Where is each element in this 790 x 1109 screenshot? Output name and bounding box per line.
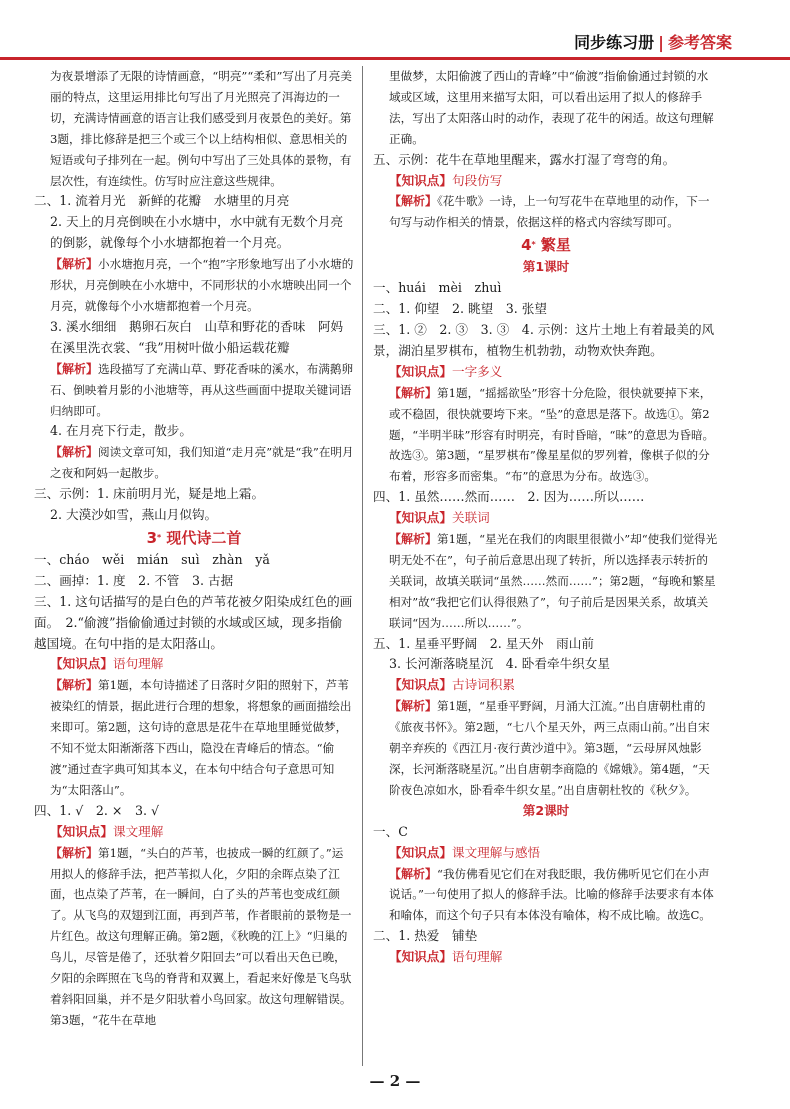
page-header (0, 0, 790, 60)
knowledge-tag: 【知识点】 (50, 656, 113, 672)
answer-line: 五、1. 星垂平野阔 2. 星天外 雨山前 (373, 635, 594, 651)
explanation (34, 843, 354, 1031)
answer-line: 五、示例：花牛在草地里醒来，露水打湿了弯弯的角。 (373, 151, 676, 167)
explanation-tag: 【解析】 (389, 194, 438, 209)
knowledge-point: 关联词 (451, 510, 490, 526)
section-title (373, 233, 719, 257)
answer-line: 四、1. √ 2. × 3. √ (34, 802, 160, 818)
explanation (34, 254, 354, 317)
header-separator: | (658, 33, 664, 52)
lesson-title: 第1课时 (522, 259, 570, 275)
answer-line: 二、1. 流着月光 新鲜的花瓣 水塘里的月亮 (34, 193, 290, 209)
explanation (373, 864, 719, 927)
knowledge-tag: 【知识点】 (389, 510, 452, 526)
answer-line: 3. 长河渐落晓星沉 4. 卧看牵牛织女星 (389, 656, 610, 672)
answer-line: 4. 在月亮下行走，散步。 (50, 423, 192, 439)
explanation-text: 《花牛歌》一诗，上一句写花牛在草地里的动作，下一句写与动作相关的情景，依据这样的格式内容续写即可。 (389, 194, 710, 230)
knowledge-tag: 【知识点】 (389, 949, 452, 965)
knowledge-point: 语句理解 (112, 656, 164, 672)
column-divider (362, 66, 363, 1066)
answer-line: 2. 天上的月亮倒映在小水塘中，水中就有无数个月亮的倒影，就像每个小水塘都抱着一个月亮。 (50, 214, 344, 251)
answer-line: 一、huái mèi zhuì (373, 280, 502, 296)
answer-line: 2. 大漠沙如雪，燕山月似钩。 (50, 507, 218, 523)
answer-line: 三、示例：1. 床前明月光，疑是地上霜。 (34, 486, 265, 502)
knowledge-tag: 【知识点】 (389, 363, 452, 379)
explanation (34, 359, 354, 422)
explanation-text: 第1题，“头白的芦苇，也披成一瞬的红颜了。”运用拟人的修辞手法，把芦苇拟人化，夕阳的余晖点染了江面，也点染了芦苇，在一瞬间，白了头的芦苇也变成红颜了。从飞鸟的双翅到江面，再到芦苇，作者眼前的景物是一片红色。故这句理解正确。第2题，《秋晚的江上》“归巢的鸟儿，尽管是倦了，还驮着夕阳回去”可以看出天色已晚，夕阳的余晖照在飞鸟的脊背和双翼上，看起来好像是飞鸟驮着斜阳回巢，并不是夕阳驮着小鸟回家。故这句理解错误。第3题，“花牛在草地 (50, 845, 352, 1027)
explanation (34, 675, 354, 800)
answer-line: 一、cháo wěi mián suì zhàn yǎ (34, 551, 270, 567)
explanation-tag: 【解析】 (389, 699, 438, 714)
explanation-tag: 【解析】 (389, 532, 438, 547)
section-number: 3 (146, 528, 157, 547)
answer-line: 二、画掉：1. 度 2. 不管 3. 古据 (34, 572, 234, 588)
explanation (373, 529, 719, 634)
explanation (373, 696, 719, 801)
answer-line: 四、1. 虽然……然而…… 2. 因为……所以…… (373, 489, 645, 505)
explanation-tag: 【解析】 (50, 445, 99, 460)
knowledge-point: 句段仿写 (451, 172, 503, 188)
knowledge-point: 课文理解与感悟 (451, 844, 541, 860)
knowledge-tag: 【知识点】 (389, 172, 452, 188)
knowledge-point: 古诗词积累 (451, 677, 515, 693)
explanation-tag: 【解析】 (389, 866, 438, 881)
answer-paragraph: 为夜景增添了无限的诗情画意，“明亮”“柔和”写出了月亮美丽的特点，这里运用排比句写出了月光照亮了洱海边的一切，充满诗情画意的语言让我们感受到月夜景色的美好。第3题，排比修辞是把三个或三个以上结构相似、意思相关的短语或句子排列在一起。例句中写出了三处具体的景物，有层次性，有连续性。仿写时应注意这些规律。 (50, 69, 352, 188)
explanation-text: 第1题，本句诗描述了日落时夕阳的照射下，芦苇被染红的情景，据此进行合理的想象，将想象的画面描绘出来即可。第2题，这句诗的意思是花牛在草地里睡觉做梦，不知不觉太阳渐渐落下西山，隐没在青峰后的情态。“偷渡”通过查字典可知其本义，在本句中结合句子意思可知为“太阳落山”。 (50, 678, 352, 797)
explanation-text: 选段描写了充满山草、野花香味的溪水，布满鹅卵石、倒映着月影的小池塘等，再从这些画面中提取关键词语归纳即可。 (50, 361, 354, 418)
explanation (34, 442, 354, 484)
knowledge-tag: 【知识点】 (389, 677, 452, 693)
page-number: — 2 — (369, 1072, 421, 1090)
left-column (34, 66, 354, 1031)
knowledge-tag: 【知识点】 (389, 844, 452, 860)
explanation-text: 第1题，“星光在我们的肉眼里很微小”却“使我们觉得光明无处不在”，句子前后意思出现了转折，所以选择表示转折的关联词，故填关联词“虽然……然而……”；第2题，“每晚和繁星相对”故“我把它们认得很熟了”，句子前后是因果关系，故填关联词“因为……所以……”。 (389, 532, 718, 630)
explanation-text: 阅读文章可知，我们知道“走月亮”就是“我”在明月之夜和阿妈一起散步。 (50, 445, 354, 481)
section-title (34, 526, 354, 550)
knowledge-tag: 【知识点】 (50, 823, 113, 839)
explanation-tag: 【解析】 (50, 257, 99, 272)
book-title: 同步练习册 (574, 33, 655, 52)
answer-line: 三、1. 这句话描写的是白色的芦苇花被夕阳染成红色的画面。 2.“偷渡”指偷偷通过封锁的水域或区域，现多指偷越国境。在句中指的是太阳落山。 (34, 593, 353, 651)
answer-line: 一、C (373, 823, 408, 839)
lesson-title: 第2课时 (522, 802, 570, 818)
explanation-tag: 【解析】 (389, 385, 438, 400)
explanation-text: 第1题，“摇摇欲坠”形容十分危险，很快就要掉下来，或不稳固，很快就要垮下来。“坠”的意思是落下。故选①。第2题，“半明半昧”形容有时明亮，有时昏暗，“昧”的意思为昏暗。故选③。第3题，“星罗棋布”像星星似的罗列着，像棋子似的分布着，形容多而密集。“布”的意思为分布。故选③。 (389, 385, 715, 484)
explanation-text: 小水塘抱月亮，一个“抱”字形象地写出了小水塘的形状，月亮倒映在小水塘中，不同形状的小水塘映出同一个月亮，就像每个小水塘都抱着一个月亮。 (50, 257, 354, 313)
answer-line: 二、1. 仰望 2. 眺望 3. 张望 (373, 301, 547, 317)
explanation-tag: 【解析】 (50, 678, 99, 693)
header-title (574, 30, 732, 53)
answer-line: 三、1. ② 2. ③ 3. ③ 4. 示例：这片土地上有着最美的风景，湖泊星罗棋布，植物生机勃勃，动物欢快奔跑。 (373, 321, 715, 358)
explanation-text: 第1题，“星垂平野阔，月涌大江流。”出自唐朝杜甫的《旅夜书怀》。第2题，“七八个星天外，两三点雨山前。”出自宋朝辛弃疾的《西江月·夜行黄沙道中》。第3题，“云母屏风烛影深，长河渐落晓星沉。”出自唐朝李商隐的《嫦娥》。第4题，“天阶夜色凉如水，卧看牵牛织女星。”出自唐朝杜牧的《秋夕》。 (389, 699, 710, 797)
right-column (373, 66, 719, 968)
explanation-text: “我仿佛看见它们在对我眨眼，我仿佛听见它们在小声说话。”一句使用了拟人的修辞手法。比喻的修辞手法要求有本体和喻体，而这个句子只有本体没有喻体，构不成比喻。故选C。 (389, 866, 714, 923)
section-name: 现代诗二首 (166, 528, 242, 547)
explanation (373, 191, 719, 233)
section-star: * (531, 240, 536, 250)
header-subtitle: 参考答案 (667, 33, 732, 52)
explanation-tag: 【解析】 (50, 361, 99, 376)
header-rule (0, 57, 790, 60)
explanation-tag: 【解析】 (50, 845, 99, 860)
answer-line: 3. 溪水细细 鹅卵石灰白 山草和野花的香味 阿妈在溪里洗衣裳、“我”用树叶做小船运载花瓣 (50, 318, 344, 355)
section-name: 繁星 (540, 236, 571, 255)
knowledge-point: 一字多义 (451, 363, 503, 379)
answer-line: 二、1. 热爱 铺垫 (373, 928, 478, 944)
answer-paragraph: 里做梦，太阳偷渡了西山的青峰”中“偷渡”指偷偷通过封锁的水域或区域，这里用来描写太阳，可以看出运用了拟人的修辞手法，写出了太阳落山时的动作，表现了花牛的闲适。故这句理解正确。 (389, 69, 714, 146)
knowledge-point: 语句理解 (451, 949, 503, 965)
knowledge-point: 课文理解 (112, 823, 164, 839)
explanation (373, 383, 719, 488)
section-number: 4 (521, 236, 532, 255)
section-star: * (157, 532, 162, 542)
